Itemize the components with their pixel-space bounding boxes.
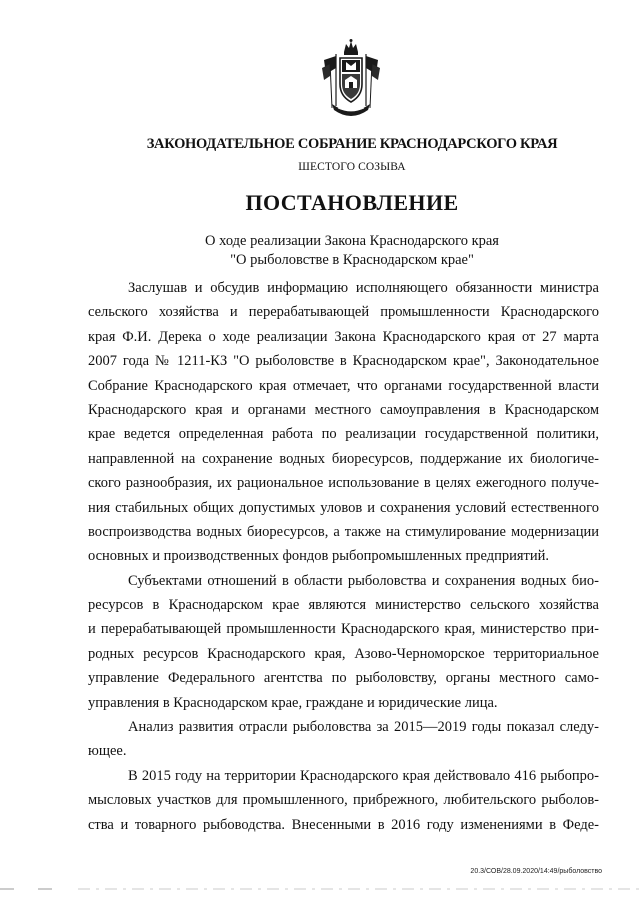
body-line: края Ф.И. Дерека о ходе реализации Закона Краснодарского края от 27 марта — [88, 328, 599, 345]
body-line: ства и товарного рыбоводства. Внесенными в 2016 году изменениями в Феде- — [88, 816, 599, 833]
body-line: крае ведется определенная работа по реализации государственной политики, — [88, 426, 599, 443]
body-line: Заслушав и обсудив информацию исполняющего обязанности министра — [128, 280, 599, 296]
body-line: Субъектами отношений в области рыболовства и сохранения водных био- — [128, 572, 599, 589]
convocation-label: ШЕСТОГО СОЗЫВА — [298, 161, 406, 173]
document-subject — [0, 232, 640, 270]
body-line: и перерабатывающей промышленности Краснодарского края, министерство при- — [88, 621, 599, 638]
body-line: ния стабильных общих допустимых уловов и сохранения условий естественного — [88, 499, 599, 516]
document-type-heading: ПОСТАНОВЛЕНИЕ — [245, 190, 459, 215]
body-line: ского разнообразия, их рациональное использование в целях ежегодного получе- — [88, 475, 599, 492]
body-line: основных и производственных фондов рыбопромышленных предприятий. — [88, 548, 550, 565]
body-line: управление Федерального агентства по рыболовству, органы местного само- — [88, 670, 599, 687]
body-line: мысловых участков для промышленного, прибрежного, любительского рыболов- — [88, 792, 599, 809]
body-line: родных ресурсов Краснодарского края, Азово-Черноморское территориальное — [88, 645, 599, 662]
body-line: ющее. — [88, 743, 127, 760]
body-line: Собрание Краснодарского края отмечает, что органами государственной власти — [88, 377, 599, 394]
body-line: воспроизводства водных биоресурсов, а также на стимулирование модернизации — [88, 523, 599, 540]
body-line: ресурсов в Краснодарском крае являются министерство сельского хозяйства — [88, 597, 599, 614]
body-line: В 2015 году на территории Краснодарского края действовало 416 рыбопро- — [128, 767, 599, 784]
body-line: 2007 года № 1211-КЗ "О рыболовстве в Краснодарском крае", Законодательное — [88, 353, 599, 370]
organization-title: ЗАКОНОДАТЕЛЬНОЕ СОБРАНИЕ КРАСНОДАРСКОГО КРАЯ — [146, 136, 558, 152]
body-line: направленной на сохранение водных биоресурсов, поддержание их биологиче- — [88, 450, 599, 467]
scan-edge-marks — [0, 886, 640, 892]
coat-of-arms-icon — [318, 38, 384, 120]
body-line: управления в Краснодарском крае, граждане и юридические лица. — [88, 694, 498, 711]
document-body — [88, 276, 599, 837]
document-registration-code: 20.3/СОВ/28.09.2020/14:49/рыболовство — [470, 868, 602, 875]
body-line: Анализ развития отрасли рыболовства за 2015—2019 годы показал следу- — [128, 719, 599, 736]
subject-line: "О рыболовстве в Краснодарском крае" — [230, 252, 474, 268]
body-line: Краснодарского края и органами местного самоуправления в Краснодарском — [88, 401, 599, 418]
subject-line: О ходе реализации Закона Краснодарского края — [205, 233, 499, 249]
body-line: сельского хозяйства и перерабатывающей промышленности Краснодарского — [88, 304, 599, 321]
